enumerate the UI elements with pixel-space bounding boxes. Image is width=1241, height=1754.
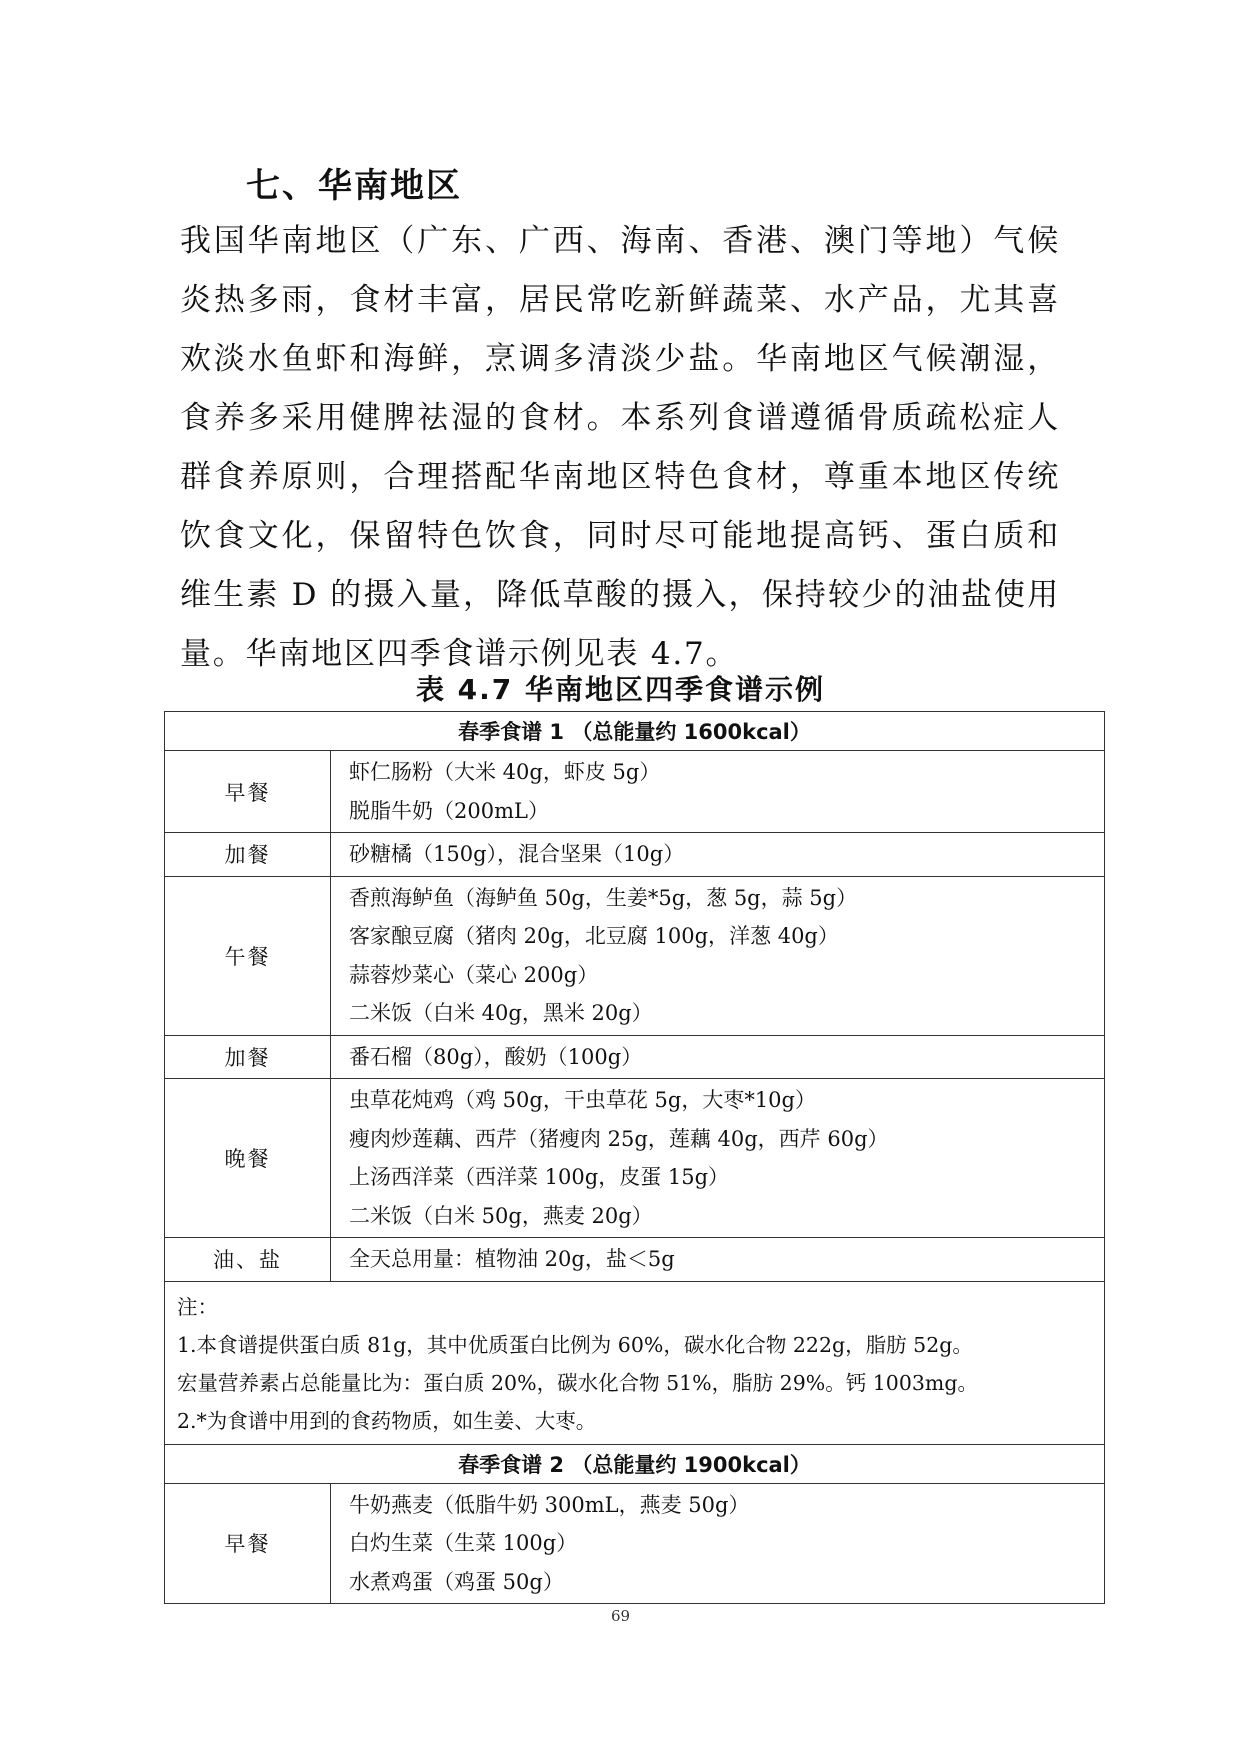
meal-row-breakfast [165,1483,1105,1604]
meal-item: 客家酿豆腐（猪肉 20g，北豆腐 100g，洋葱 40g） [349,924,839,948]
meal-item: 全天总用量：植物油 20g，盐＜5g [349,1247,675,1271]
meal-item: 水煮鸡蛋（鸡蛋 50g） [349,1569,564,1594]
menu-header-row [165,1444,1105,1483]
meal-row-dinner [165,1079,1105,1238]
meal-items [331,1079,1105,1238]
meal-items [331,1238,1105,1282]
meal-item: 虾仁肠粉（大米 40g，虾皮 5g） [349,760,661,784]
menu-notes [165,1281,1105,1444]
meal-row-lunch [165,876,1105,1035]
meal-item: 番石榴（80g），酸奶（100g） [349,1044,643,1069]
meal-items [331,1483,1105,1604]
meal-item: 蒜蓉炒菜心（菜心 200g） [349,962,599,987]
body-paragraph: 我国华南地区（广东、广西、海南、香港、澳门等地）气候炎热多雨，食材丰富，居民常吃新鲜蔬菜、水产品，尤其喜欢淡水鱼虾和海鲜，烹调多清淡少盐。华南地区气候潮湿，食养多采用健脾祛湿的食材。本系列食谱遵循骨质疏松症人群食养原则，合理搭配华南地区特色食材，尊重本地区传统饮食文化，保留特色饮食，同时尽可能地提高钙、蛋白质和维生素 D 的摄入量，降低草酸的摄入，保持较少的油盐使用量。华南地区四季食谱示例见表 4.7。 [180,223,1060,672]
note-line: 2.*为食谱中用到的食药物质，如生姜、大枣。 [177,1408,597,1433]
meal-item: 瘦肉炒莲藕、西芹（猪瘦肉 25g，莲藕 40g，西芹 60g） [349,1126,889,1151]
page-number: 69 [610,1607,631,1625]
meal-name: 晚餐 [165,1079,331,1238]
notes-row [165,1281,1105,1444]
meal-item: 砂糖橘（150g），混合坚果（10g） [349,842,685,866]
meal-item: 白灼生菜（生菜 100g） [349,1531,578,1555]
meal-name: 早餐 [165,751,331,833]
section-title: 七、华南地区 [246,166,462,206]
menu-header-row [165,712,1105,751]
meal-row-oil-salt [165,1238,1105,1282]
meal-name: 午餐 [165,876,331,1035]
menu-header: 春季食谱 1 （总能量约 1600kcal） [165,712,1105,751]
meal-item: 牛奶燕麦（低脂牛奶 300mL，燕麦 50g） [349,1492,750,1517]
meal-item: 香煎海鲈鱼（海鲈鱼 50g，生姜*5g，葱 5g，蒜 5g） [349,885,858,910]
note-line: 注： [177,1294,218,1319]
meal-item: 脱脂牛奶（200mL） [349,798,549,823]
menu-header: 春季食谱 2 （总能量约 1900kcal） [165,1444,1105,1483]
meal-row-breakfast [165,751,1105,833]
meal-item: 二米饭（白米 40g，黑米 20g） [349,1001,653,1025]
note-line: 1.本食谱提供蛋白质 81g，其中优质蛋白比例为 60%，碳水化合物 222g，脂肪 52g。 [177,1332,973,1357]
meal-item: 虫草花炖鸡（鸡 50g，干虫草花 5g，大枣*10g） [349,1088,816,1112]
meal-item: 上汤西洋菜（西洋菜 100g，皮蛋 15g） [349,1165,730,1189]
meal-items [331,751,1105,833]
meal-items [331,1035,1105,1079]
meal-name: 加餐 [165,1035,331,1079]
meal-name: 早餐 [165,1483,331,1604]
meal-items [331,876,1105,1035]
note-line: 宏量营养素占总能量比为：蛋白质 20%，碳水化合物 51%，脂肪 29%。钙 1003mg。 [177,1370,978,1395]
meal-name: 加餐 [165,833,331,877]
meal-item: 二米饭（白米 50g，燕麦 20g） [349,1203,653,1228]
meal-row-snack [165,833,1105,877]
meal-row-snack [165,1035,1105,1079]
menu-table [164,711,1105,1604]
table-caption: 表 4.7 华南地区四季食谱示例 [415,673,826,706]
meal-items [331,833,1105,877]
meal-name: 油、盐 [165,1238,331,1282]
